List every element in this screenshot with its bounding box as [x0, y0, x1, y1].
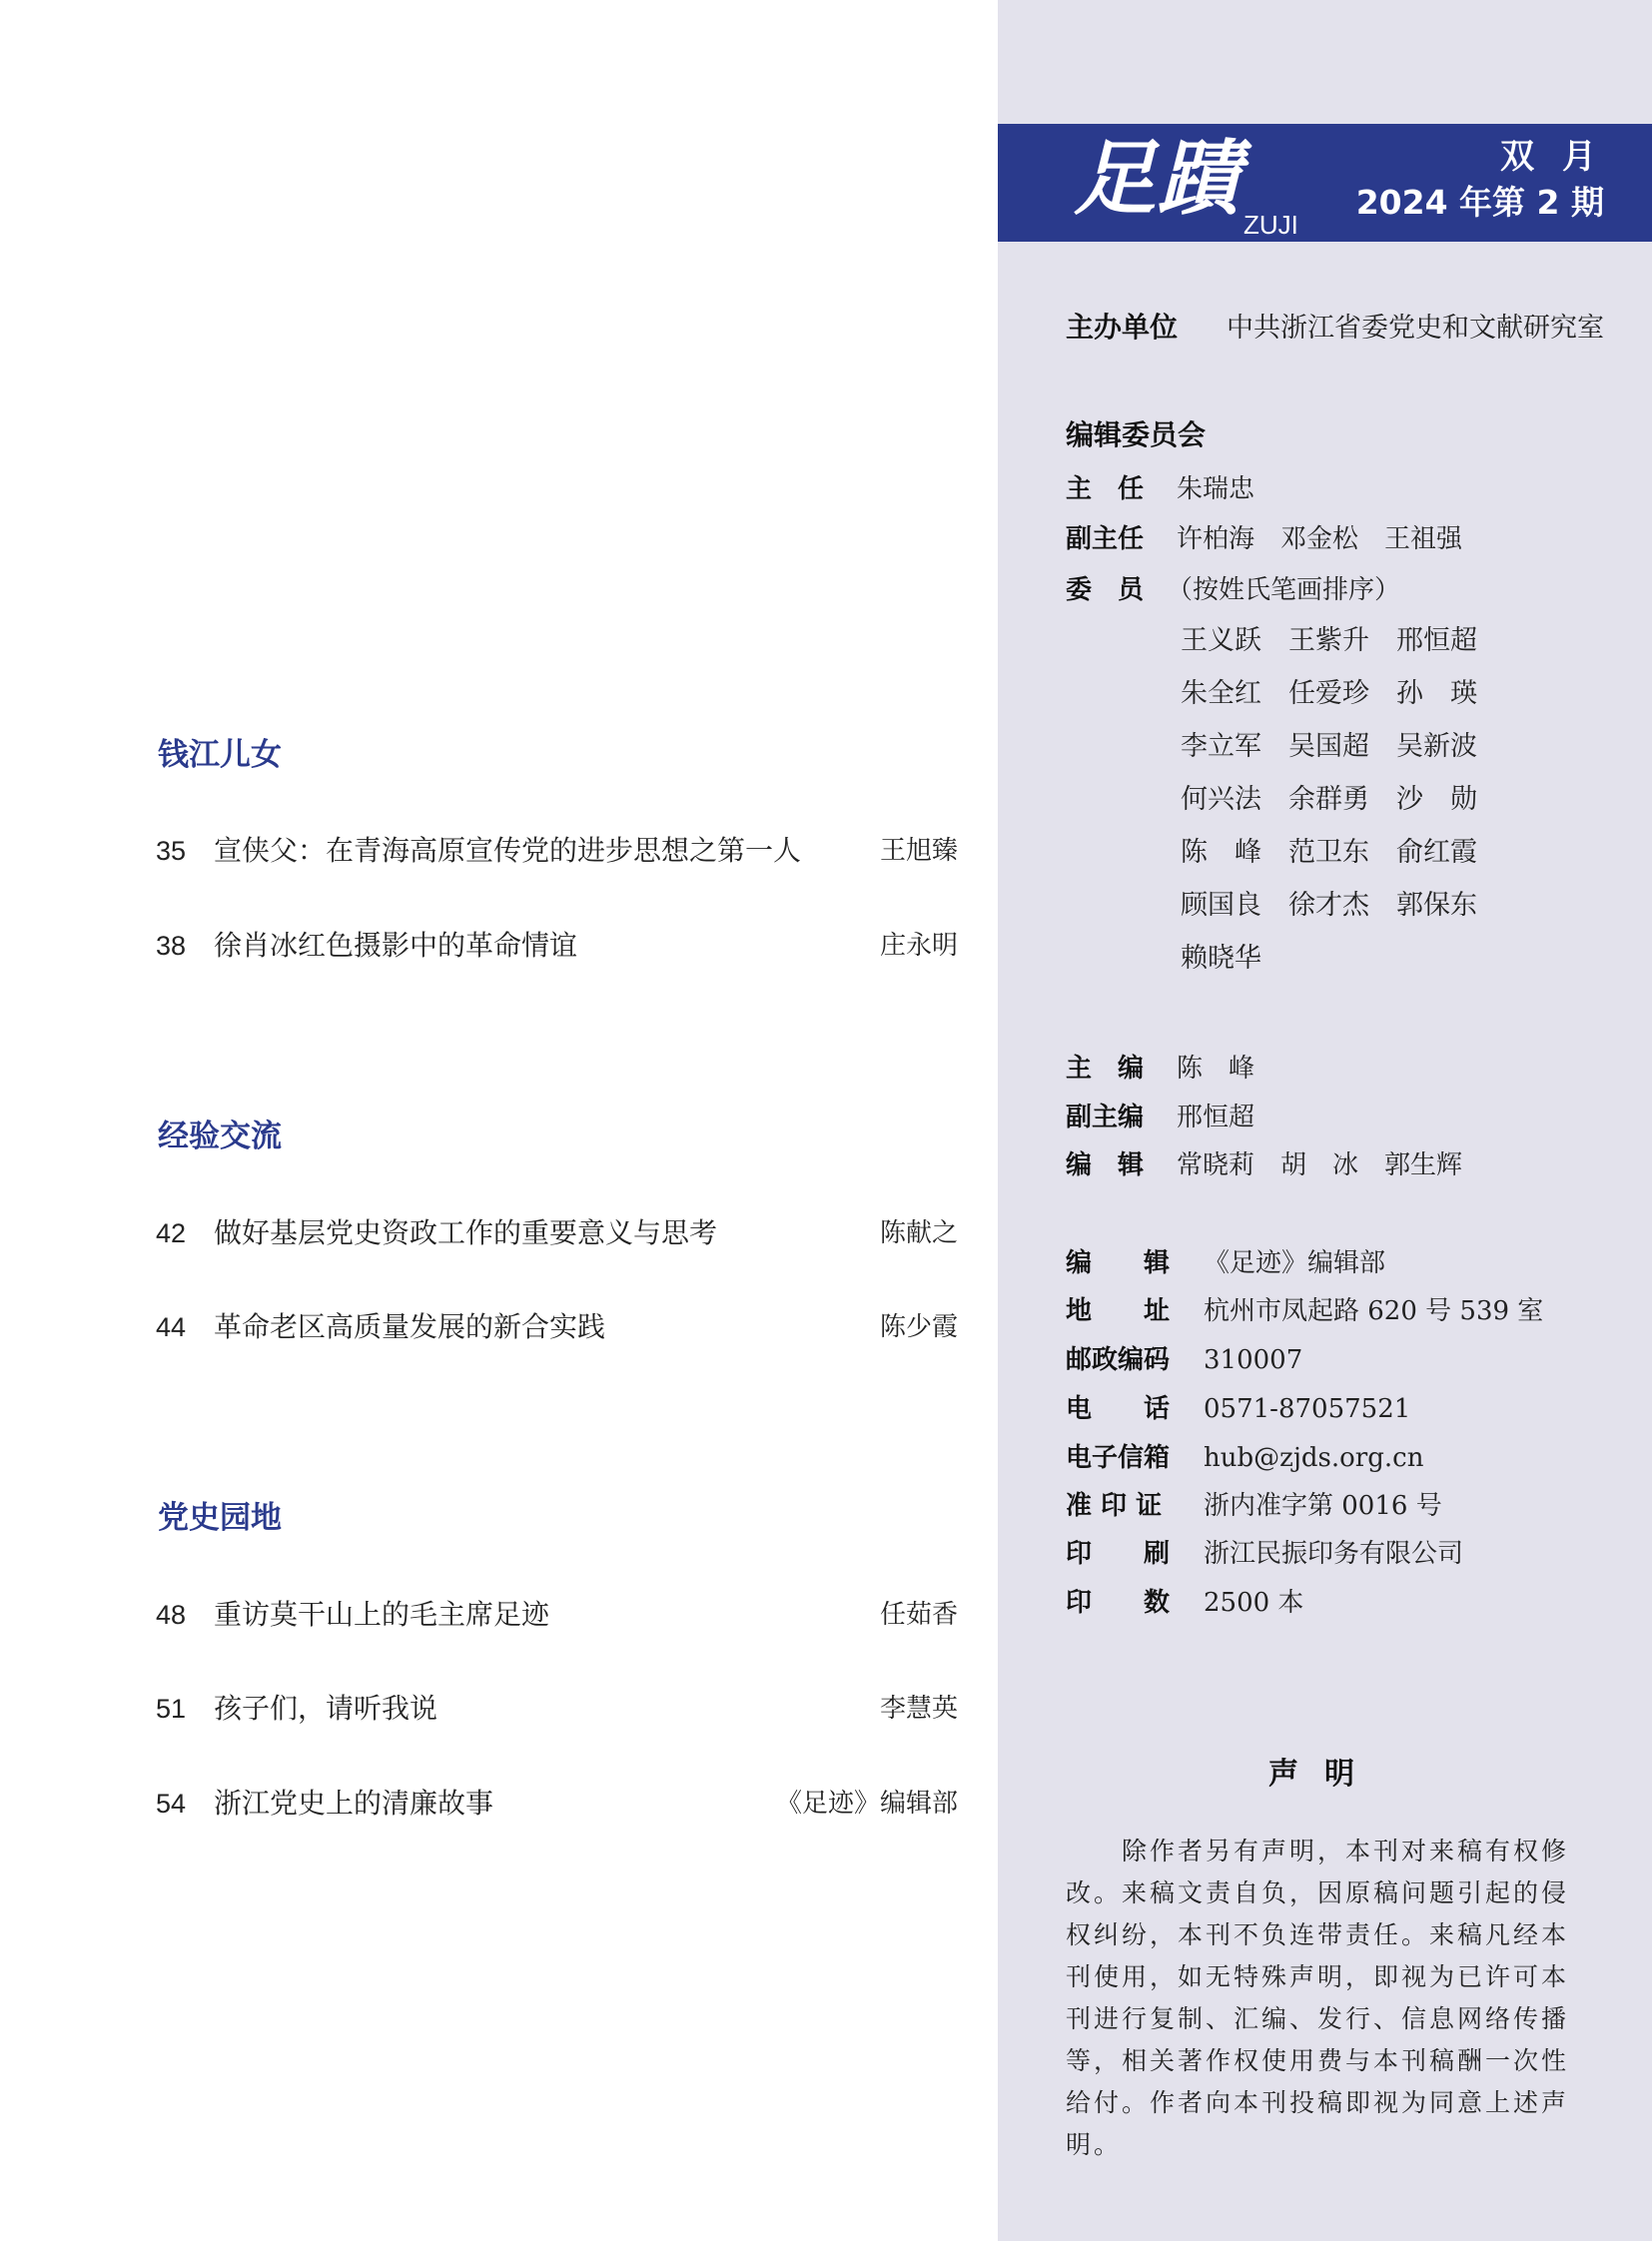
- deputy-editor-label: 副主编: [1066, 1103, 1145, 1132]
- chief-editor-value: 陈 峰: [1177, 1054, 1255, 1084]
- members-row: 陈 峰 范卫东 俞红霞: [1181, 837, 1477, 868]
- members-note: （按姓氏笔画排序）: [1167, 575, 1401, 605]
- permit-value: 浙内准字第 0016 号: [1204, 1491, 1442, 1521]
- toc-article-title[interactable]: 做好基层党史资政工作的重要意义与思考: [214, 1216, 718, 1249]
- toc-page-number: 51: [156, 1694, 187, 1724]
- postcode-label: 邮政编码: [1066, 1345, 1171, 1375]
- toc-article-author: 陈少霞: [879, 1312, 958, 1342]
- editors-label: 编 辑: [1066, 1150, 1145, 1180]
- toc-article-author: 李慧英: [879, 1694, 958, 1724]
- masthead-banner: [998, 124, 1652, 242]
- declaration-body: 除作者另有声明，本刊对来稿有权修改。来稿文责自负，因原稿问题引起的侵权纠纷，本刊不负连带责任。来稿凡经本刊使用，如无特殊声明，即视为已许可本刊进行复制、汇编、发行、信息网络传播等，相关著作权使用费与本刊稿酬一次性给付。作者向本刊投稿即视为同意上述声明。: [1066, 1837, 1570, 2159]
- phone-value: 0571-87057521: [1204, 1394, 1411, 1424]
- toc-section-title: 钱江儿女: [158, 737, 282, 773]
- toc-section-title: 党史园地: [158, 1500, 282, 1536]
- journal-logo: 足蹟: [1074, 131, 1241, 227]
- toc-article-title[interactable]: 徐肖冰红色摄影中的革命情谊: [214, 929, 578, 962]
- members-row: 顾国良 徐才杰 郭保东: [1181, 890, 1477, 921]
- toc-article-title[interactable]: 革命老区高质量发展的新合实践: [214, 1310, 606, 1343]
- printer-value: 浙江民振印务有限公司: [1204, 1539, 1464, 1569]
- toc-page-number: 44: [156, 1312, 187, 1342]
- journal-logo-latin: ZUJI: [1243, 210, 1298, 240]
- address-label: 地 址: [1066, 1296, 1171, 1326]
- director-label: 主 任: [1066, 474, 1145, 504]
- phone-label: 电 话: [1066, 1394, 1171, 1424]
- publisher-label: 编 辑: [1066, 1248, 1171, 1278]
- printer-label: 印 刷: [1066, 1539, 1171, 1569]
- members-row: 朱全红 任爱珍 孙 瑛: [1181, 678, 1477, 709]
- postcode-value: 310007: [1204, 1345, 1303, 1375]
- copies-value: 2500 本: [1204, 1588, 1304, 1618]
- toc-section-title: 经验交流: [158, 1119, 282, 1154]
- chief-editor-label: 主 编: [1066, 1054, 1145, 1084]
- email-value: hub@zjds.org.cn: [1204, 1443, 1424, 1473]
- members-row: 王义跃 王紫升 邢恒超: [1181, 625, 1477, 656]
- toc-article-title[interactable]: 浙江党史上的清廉故事: [214, 1787, 494, 1820]
- sponsor-label: 主办单位: [1066, 311, 1179, 344]
- declaration-title: 声明: [1268, 1757, 1380, 1792]
- editors-value: 常晓莉 胡 冰 郭生辉: [1177, 1150, 1463, 1180]
- toc-article-title[interactable]: 孩子们，请听我说: [214, 1692, 438, 1725]
- toc-article-title[interactable]: 宣侠父：在青海高原宣传党的进步思想之第一人: [214, 834, 802, 867]
- toc-page-number: 48: [156, 1600, 187, 1630]
- toc-article-author: 庄永明: [879, 931, 958, 961]
- toc-article-author: 王旭臻: [879, 836, 958, 866]
- director-value: 朱瑞忠: [1177, 474, 1255, 504]
- toc-article-author: 《足迹》编辑部: [775, 1789, 958, 1819]
- address-value: 杭州市凤起路 620 号 539 室: [1204, 1296, 1544, 1326]
- permit-label: 准 印 证: [1066, 1491, 1163, 1521]
- members-row: 李立军 吴国超 吴新波: [1181, 731, 1477, 762]
- copies-label: 印 数: [1066, 1588, 1171, 1618]
- sponsor-value: 中共浙江省委党史和文献研究室: [1227, 313, 1604, 344]
- toc-article-author: 任茹香: [879, 1600, 958, 1630]
- members-label: 委 员: [1066, 575, 1145, 605]
- deputy-editor-value: 邢恒超: [1177, 1103, 1255, 1132]
- toc-article-title[interactable]: 重访莫干山上的毛主席足迹: [214, 1598, 550, 1631]
- members-row: 赖晓华: [1181, 943, 1261, 974]
- toc-page-number: 54: [156, 1789, 187, 1819]
- publication-frequency: 双 月: [1500, 137, 1604, 177]
- issue-number: 2024 年第 2 期: [1355, 183, 1604, 222]
- toc-article-author: 陈献之: [879, 1218, 958, 1248]
- committee-members-list: [1181, 627, 1477, 998]
- members-row: 何兴法 余群勇 沙 勋: [1181, 784, 1477, 815]
- deputy-director-label: 副主任: [1066, 524, 1145, 554]
- toc-page-number: 35: [156, 836, 187, 866]
- email-label: 电子信箱: [1066, 1443, 1171, 1473]
- toc-page-number: 42: [156, 1218, 187, 1248]
- deputy-director-value: 许柏海 邓金松 王祖强: [1177, 524, 1463, 554]
- toc-page-number: 38: [156, 931, 187, 961]
- publisher-value: 《足迹》编辑部: [1204, 1248, 1386, 1278]
- committee-heading: 编辑委员会: [1066, 418, 1207, 451]
